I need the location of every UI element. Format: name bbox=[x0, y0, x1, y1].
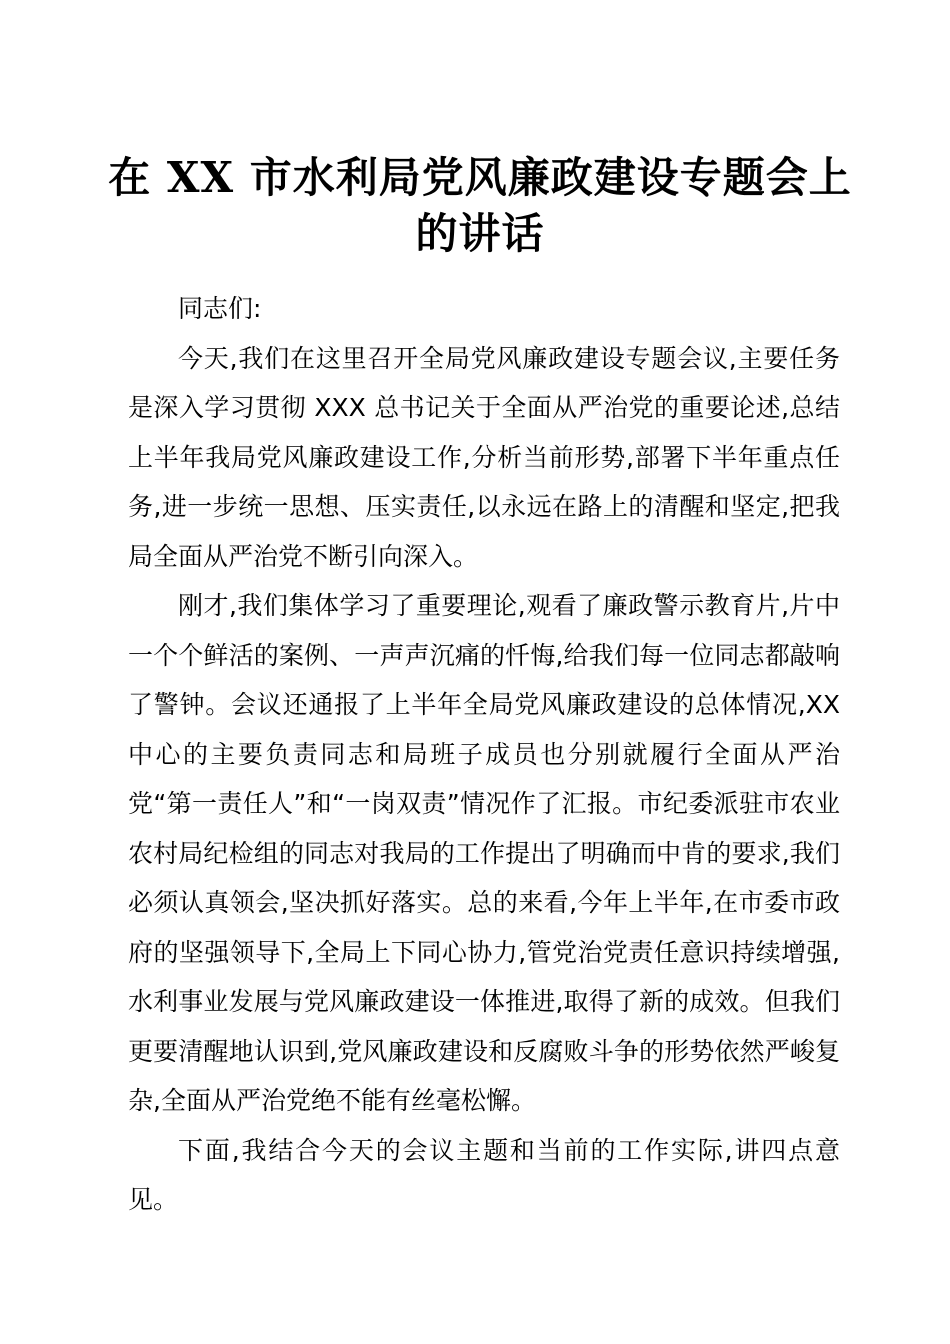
document-title bbox=[95, 150, 865, 262]
paragraph-1: 今天,我们在这里召开全局党风廉政建设专题会议,主要任务是深入学习贯彻 XXX 总书记关于全面从严治党的重要论述,总结上半年我局党风廉政建设工作,分析当前形势,部署下半年重点任务,进一步统一思想、压实责任,以永远在路上的清醒和坚定,把我局全面从严治党不断引向深入。 bbox=[128, 343, 840, 571]
paragraph-3: 下面,我结合今天的会议主题和当前的工作实际,讲四点意见。 bbox=[128, 1135, 840, 1214]
document-body bbox=[128, 284, 840, 1225]
salutation: 同志们: bbox=[178, 294, 262, 323]
title-line-2: 的讲话 bbox=[415, 209, 545, 258]
paragraph-2: 刚才,我们集体学习了重要理论,观看了廉政警示教育片,片中一个个鲜活的案例、一声声沉痛的忏悔,给我们每一位同志都敲响了警钟。会议还通报了上半年全局党风廉政建设的总体情况,XX 中心的主要负责同志和局班子成员也分别就履行全面从严治党“第一责任人”和“一岗双责”情况作了汇报。市纪委派驻市农业农村局纪检组的同志对我局的工作提出了明确而中肯的要求,我们必须认真领会,坚决抓好落实。总的来看,今年上半年,在市委市政府的坚强领导下,全局上下同心协力,管党治党责任意识持续增强,水利事业发展与党风廉政建设一体推进,取得了新的成效。但我们更要清醒地认识到,党风廉政建设和反腐败斗争的形势依然严峻复杂,全面从严治党绝不能有丝毫松懈。 bbox=[128, 591, 840, 1115]
title-line-1: 在 XX 市水利局党风廉政建设专题会上 bbox=[108, 153, 852, 202]
